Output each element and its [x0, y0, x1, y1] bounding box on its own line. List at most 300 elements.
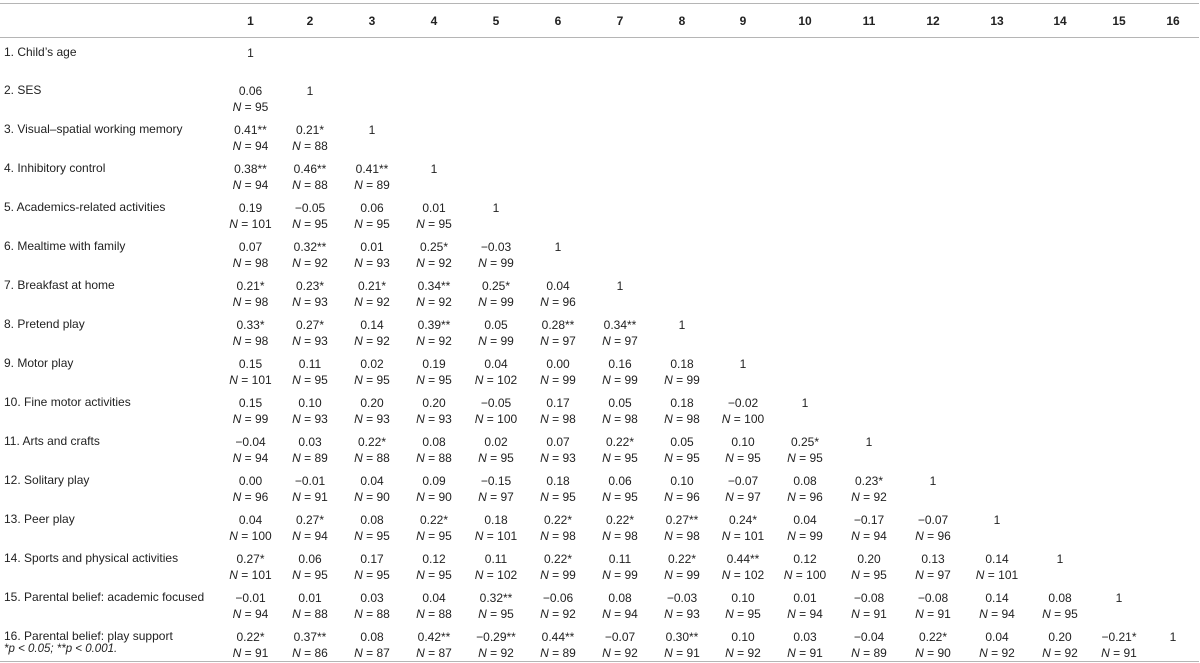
correlation-cell — [465, 388, 527, 427]
correlation-cell — [403, 427, 465, 466]
sample-size-symbol: N — [232, 178, 242, 193]
sample-size-value: 93 — [562, 451, 576, 466]
sample-size — [713, 489, 773, 505]
sample-size — [279, 411, 341, 427]
correlation-value: 0.15 — [238, 357, 263, 372]
correlation-cell — [965, 544, 1029, 583]
correlation-cell — [965, 193, 1029, 232]
column-header: 1 — [222, 4, 279, 38]
sample-size-symbol: N — [540, 607, 549, 622]
correlation-cell — [527, 232, 589, 271]
correlation-value: 0.06 — [608, 474, 632, 489]
sample-size-symbol: N — [664, 607, 673, 622]
equals-sign: = — [362, 646, 377, 661]
correlation-value: 0.03 — [360, 591, 384, 606]
correlation-cell — [773, 388, 837, 427]
correlation-cell — [341, 154, 403, 193]
correlation-cell — [465, 622, 527, 662]
sample-size-symbol: N — [354, 217, 363, 232]
correlation-value: 1 — [247, 46, 254, 60]
correlation-value: 0.27* — [295, 513, 325, 528]
correlation-value: 1 — [492, 201, 500, 216]
equals-sign: = — [241, 607, 255, 622]
correlation-cell — [837, 583, 901, 622]
equals-sign: = — [300, 451, 315, 466]
sample-size-symbol: N — [232, 100, 242, 115]
sample-size — [527, 411, 589, 427]
sample-size — [403, 411, 465, 427]
sample-size-symbol: N — [787, 607, 796, 622]
correlation-cell — [465, 154, 527, 193]
table-row — [0, 115, 1199, 154]
sample-size — [773, 606, 837, 622]
sample-size-value: 95 — [500, 451, 514, 466]
correlation-cell — [713, 115, 773, 154]
correlation-cell — [773, 193, 837, 232]
correlation-cell — [527, 271, 589, 310]
equals-sign: = — [610, 529, 625, 544]
sample-size-symbol: N — [602, 607, 611, 622]
equals-sign: = — [672, 373, 687, 388]
correlation-cell — [1029, 193, 1091, 232]
correlation-value: 0.11 — [608, 552, 632, 567]
correlation-cell — [773, 115, 837, 154]
equals-sign: = — [733, 607, 748, 622]
equals-sign: = — [300, 295, 315, 310]
sample-size-symbol: N — [416, 217, 425, 232]
correlation-cell — [1091, 544, 1147, 583]
correlation-table — [0, 3, 1199, 662]
sample-size — [465, 255, 527, 271]
sample-size-symbol: N — [354, 178, 363, 193]
correlation-cell — [465, 310, 527, 349]
sample-size-symbol: N — [979, 607, 988, 622]
correlation-cell — [965, 310, 1029, 349]
correlation-value: 0.19 — [422, 357, 446, 372]
equals-sign: = — [237, 217, 252, 232]
sample-size-symbol: N — [416, 451, 425, 466]
sample-size-symbol: N — [232, 256, 242, 271]
correlation-cell — [222, 349, 279, 388]
correlation-cell — [527, 76, 589, 115]
correlation-value: −0.03 — [480, 240, 512, 255]
correlation-cell — [651, 583, 713, 622]
correlation-cell — [965, 115, 1029, 154]
sample-size-value: 94 — [809, 607, 823, 622]
equals-sign: = — [300, 217, 315, 232]
sample-size — [713, 606, 773, 622]
correlation-cell — [651, 76, 713, 115]
variable-label: 13. Peer play — [4, 512, 75, 527]
column-header: 5 — [465, 4, 527, 38]
correlation-cell — [965, 76, 1029, 115]
equals-sign: = — [792, 568, 807, 583]
sample-size-value: 89 — [376, 178, 390, 193]
correlation-cell — [341, 38, 403, 77]
correlation-cell — [527, 310, 589, 349]
correlation-value: −0.01 — [294, 474, 326, 489]
sample-size-symbol: N — [787, 529, 796, 544]
correlation-value: 0.22* — [543, 513, 573, 528]
correlation-value: 0.05 — [670, 435, 694, 450]
correlation-cell — [589, 466, 651, 505]
equals-sign: = — [548, 334, 563, 349]
correlation-cell — [589, 544, 651, 583]
equals-sign: = — [859, 646, 874, 661]
correlation-value: 0.14 — [985, 591, 1009, 606]
correlation-cell — [1029, 427, 1091, 466]
correlation-value: 0.08 — [793, 474, 817, 489]
correlation-cell — [1147, 427, 1199, 466]
correlation-value: 0.04 — [422, 591, 446, 606]
correlation-cell — [837, 232, 901, 271]
correlation-cell — [279, 583, 341, 622]
correlation-value: 0.08 — [422, 435, 446, 450]
sample-size — [341, 372, 403, 388]
sample-size-value: 92 — [438, 295, 452, 310]
sample-size-symbol: N — [915, 607, 924, 622]
equals-sign: = — [548, 529, 563, 544]
correlation-cell — [279, 232, 341, 271]
correlation-value: 0.42** — [417, 630, 451, 645]
sample-size — [403, 255, 465, 271]
sample-size-value: 93 — [686, 607, 700, 622]
sample-size-value: 88 — [438, 451, 452, 466]
correlation-value: 0.10 — [298, 396, 322, 411]
correlation-value: 0.17 — [546, 396, 570, 411]
sample-size — [279, 645, 341, 661]
correlation-cell — [837, 388, 901, 427]
correlation-cell — [901, 310, 965, 349]
sample-size — [341, 216, 403, 232]
column-header: 3 — [341, 4, 403, 38]
correlation-value: 0.23* — [295, 279, 325, 294]
correlation-cell — [403, 583, 465, 622]
correlation-value: 0.22* — [543, 552, 573, 567]
correlation-cell — [773, 154, 837, 193]
equals-sign: = — [486, 646, 501, 661]
correlation-value: 0.41** — [234, 123, 267, 138]
sample-size-value: 90 — [376, 490, 390, 505]
sample-size-value: 100 — [251, 529, 272, 544]
correlation-cell — [965, 232, 1029, 271]
correlation-cell — [1091, 193, 1147, 232]
correlation-value: 1 — [1056, 552, 1064, 567]
correlation-value: 0.27** — [665, 513, 699, 528]
correlation-value: −0.07 — [727, 474, 759, 489]
sample-size-symbol: N — [474, 412, 484, 427]
sample-size-symbol: N — [292, 256, 301, 271]
correlation-cell — [901, 427, 965, 466]
correlation-cell — [1091, 271, 1147, 310]
variable-label: 10. Fine motor activities — [4, 395, 131, 410]
equals-sign: = — [362, 295, 377, 310]
correlation-value: 0.10 — [731, 435, 755, 450]
correlation-value: −0.03 — [666, 591, 698, 606]
correlation-cell — [1029, 115, 1091, 154]
correlation-cell — [589, 38, 651, 77]
sample-size-symbol: N — [354, 256, 363, 271]
equals-sign: = — [424, 529, 439, 544]
sample-size — [222, 567, 279, 583]
correlation-cell — [1147, 232, 1199, 271]
correlation-cell — [651, 271, 713, 310]
correlation-value: 0.37** — [293, 630, 327, 645]
sample-size — [465, 372, 527, 388]
correlation-cell — [527, 505, 589, 544]
correlation-cell — [222, 544, 279, 583]
sample-size-value: 101 — [251, 373, 272, 388]
sample-size-symbol: N — [540, 373, 549, 388]
correlation-value: −0.04 — [853, 630, 885, 645]
table-row — [0, 544, 1199, 583]
sample-size-value: 92 — [438, 256, 452, 271]
correlation-cell — [713, 38, 773, 77]
sample-size — [403, 216, 465, 232]
correlation-cell — [1091, 38, 1147, 77]
sample-size-symbol: N — [540, 490, 549, 505]
sample-size — [589, 528, 651, 544]
sample-size-symbol: N — [232, 646, 242, 661]
correlation-cell — [837, 427, 901, 466]
sample-size — [465, 294, 527, 310]
sample-size — [222, 216, 279, 232]
sample-size-value: 86 — [314, 646, 328, 661]
correlation-cell — [465, 115, 527, 154]
sample-size-symbol: N — [851, 490, 860, 505]
sample-size-value: 95 — [624, 490, 638, 505]
correlation-cell — [222, 76, 279, 115]
correlation-value: 0.44** — [726, 552, 760, 567]
sample-size-symbol: N — [851, 529, 860, 544]
correlation-cell — [1029, 349, 1091, 388]
sample-size-symbol: N — [787, 646, 796, 661]
correlation-cell — [341, 193, 403, 232]
correlation-cell — [837, 115, 901, 154]
sample-size-value: 94 — [624, 607, 638, 622]
correlation-cell — [837, 193, 901, 232]
equals-sign: = — [483, 412, 498, 427]
sample-size — [713, 528, 773, 544]
equals-sign: = — [241, 451, 255, 466]
correlation-cell — [222, 193, 279, 232]
sample-size — [837, 606, 901, 622]
equals-sign: = — [548, 646, 563, 661]
sample-size — [341, 255, 403, 271]
sample-size — [465, 645, 527, 661]
correlation-value: −0.04 — [235, 435, 266, 450]
sample-size-symbol: N — [1042, 646, 1051, 661]
equals-sign: = — [424, 607, 439, 622]
correlation-value: 0.11 — [298, 357, 322, 372]
correlation-cell — [1147, 310, 1199, 349]
sample-size-value: 102 — [497, 568, 518, 583]
correlation-value: 1 — [801, 396, 809, 411]
sample-size-value: 95 — [809, 451, 823, 466]
equals-sign: = — [424, 334, 439, 349]
sample-size-value: 100 — [497, 412, 518, 427]
correlation-value: 0.08 — [360, 513, 384, 528]
correlation-cell — [713, 193, 773, 232]
variable-label: 14. Sports and physical activities — [4, 551, 179, 566]
variable-label: 15. Parental belief: academic focused — [4, 590, 205, 605]
sample-size-symbol: N — [292, 490, 301, 505]
sample-size — [773, 450, 837, 466]
sample-size-value: 92 — [500, 646, 514, 661]
correlation-cell — [965, 154, 1029, 193]
equals-sign: = — [730, 412, 745, 427]
correlation-cell — [773, 271, 837, 310]
sample-size-value: 97 — [937, 568, 951, 583]
sample-size-value: 95 — [376, 373, 390, 388]
sample-size-symbol: N — [416, 568, 425, 583]
correlation-cell — [222, 310, 279, 349]
correlation-value: 0.46** — [293, 162, 327, 177]
variable-label: 11. Arts and crafts — [4, 434, 100, 449]
sample-size-symbol: N — [354, 490, 363, 505]
sample-size — [465, 333, 527, 349]
correlation-cell — [465, 349, 527, 388]
correlation-cell — [403, 193, 465, 232]
sample-size-symbol: N — [602, 334, 611, 349]
correlation-value: 0.18 — [670, 357, 694, 372]
correlation-cell — [1091, 349, 1147, 388]
sample-size-value: 91 — [937, 607, 951, 622]
equals-sign: = — [362, 568, 377, 583]
equals-sign: = — [424, 568, 439, 583]
sample-size-value: 95 — [500, 607, 514, 622]
equals-sign: = — [923, 529, 938, 544]
correlation-cell — [651, 622, 713, 662]
sample-size-value: 92 — [376, 295, 390, 310]
sample-size — [1029, 645, 1091, 661]
correlation-cell — [713, 76, 773, 115]
equals-sign: = — [300, 490, 315, 505]
sample-size — [837, 489, 901, 505]
sample-size-symbol: N — [664, 412, 673, 427]
correlation-cell — [1147, 76, 1199, 115]
correlation-value: 0.15 — [238, 396, 263, 411]
correlation-value: 0.27* — [236, 552, 265, 567]
equals-sign: = — [548, 607, 563, 622]
sample-size — [527, 567, 589, 583]
equals-sign: = — [424, 295, 439, 310]
correlation-value: 0.04 — [484, 357, 508, 372]
sample-size — [222, 489, 279, 505]
sample-size-value: 97 — [562, 334, 576, 349]
sample-size-symbol: N — [664, 490, 673, 505]
correlation-cell — [965, 622, 1029, 662]
correlation-cell — [651, 38, 713, 77]
sample-size — [403, 450, 465, 466]
correlation-value: 1 — [368, 123, 376, 138]
sample-size — [279, 528, 341, 544]
correlation-cell — [1147, 154, 1199, 193]
sample-size-symbol: N — [1101, 646, 1110, 661]
correlation-cell — [341, 427, 403, 466]
correlation-cell — [713, 505, 773, 544]
correlation-cell — [651, 544, 713, 583]
correlation-cell — [901, 38, 965, 77]
table-row — [0, 271, 1199, 310]
sample-size-value: 94 — [873, 529, 887, 544]
column-header: 11 — [837, 4, 901, 38]
sample-size-symbol: N — [292, 334, 301, 349]
sample-size-value: 95 — [255, 100, 269, 115]
correlation-value: 0.03 — [793, 630, 817, 645]
correlation-cell — [589, 193, 651, 232]
sample-size-value: 96 — [937, 529, 951, 544]
correlation-cell — [713, 544, 773, 583]
sample-size-value: 98 — [255, 334, 269, 349]
correlation-value: 0.25* — [481, 279, 511, 294]
correlation-cell — [589, 505, 651, 544]
sample-size — [341, 528, 403, 544]
sample-size-value: 95 — [438, 568, 452, 583]
sample-size-symbol: N — [354, 451, 363, 466]
sample-size — [837, 528, 901, 544]
sample-size-symbol: N — [540, 568, 549, 583]
correlation-value: −0.21* — [1101, 630, 1137, 645]
correlation-cell — [1091, 232, 1147, 271]
sample-size-value: 93 — [314, 295, 328, 310]
correlation-value: 0.25* — [419, 240, 449, 255]
equals-sign: = — [241, 295, 255, 310]
sample-size-value: 95 — [562, 490, 576, 505]
sample-size — [527, 333, 589, 349]
correlation-cell — [279, 154, 341, 193]
sample-size — [713, 567, 773, 583]
equals-sign: = — [241, 646, 255, 661]
sample-size — [222, 411, 279, 427]
correlation-cell — [403, 76, 465, 115]
correlation-value: 1 — [554, 240, 562, 255]
equals-sign: = — [241, 100, 255, 115]
header-row — [0, 4, 1199, 38]
column-header: 14 — [1029, 4, 1091, 38]
sample-size — [403, 489, 465, 505]
table-row — [0, 193, 1199, 232]
correlation-cell — [651, 115, 713, 154]
sample-size — [279, 255, 341, 271]
sample-size — [713, 645, 773, 661]
correlation-cell — [341, 349, 403, 388]
sample-size-value: 95 — [438, 217, 452, 232]
correlation-cell — [901, 154, 965, 193]
sample-size — [901, 528, 965, 544]
sample-size-value: 95 — [438, 529, 452, 544]
sample-size-symbol: N — [478, 607, 487, 622]
sample-size-value: 91 — [255, 646, 269, 661]
equals-sign: = — [733, 646, 748, 661]
correlation-value: 0.32** — [293, 240, 327, 255]
sample-size — [403, 606, 465, 622]
correlation-cell — [403, 154, 465, 193]
correlation-value: 1 — [739, 357, 747, 372]
equals-sign: = — [795, 490, 810, 505]
correlation-cell — [773, 349, 837, 388]
sample-size-value: 101 — [497, 529, 518, 544]
correlation-cell — [1091, 466, 1147, 505]
correlation-value: −0.15 — [480, 474, 512, 489]
sample-size-value: 94 — [314, 529, 328, 544]
sample-size-value: 95 — [686, 451, 700, 466]
sample-size-symbol: N — [354, 334, 363, 349]
equals-sign: = — [795, 451, 810, 466]
correlation-cell — [341, 76, 403, 115]
correlation-cell — [651, 232, 713, 271]
correlation-cell — [589, 154, 651, 193]
